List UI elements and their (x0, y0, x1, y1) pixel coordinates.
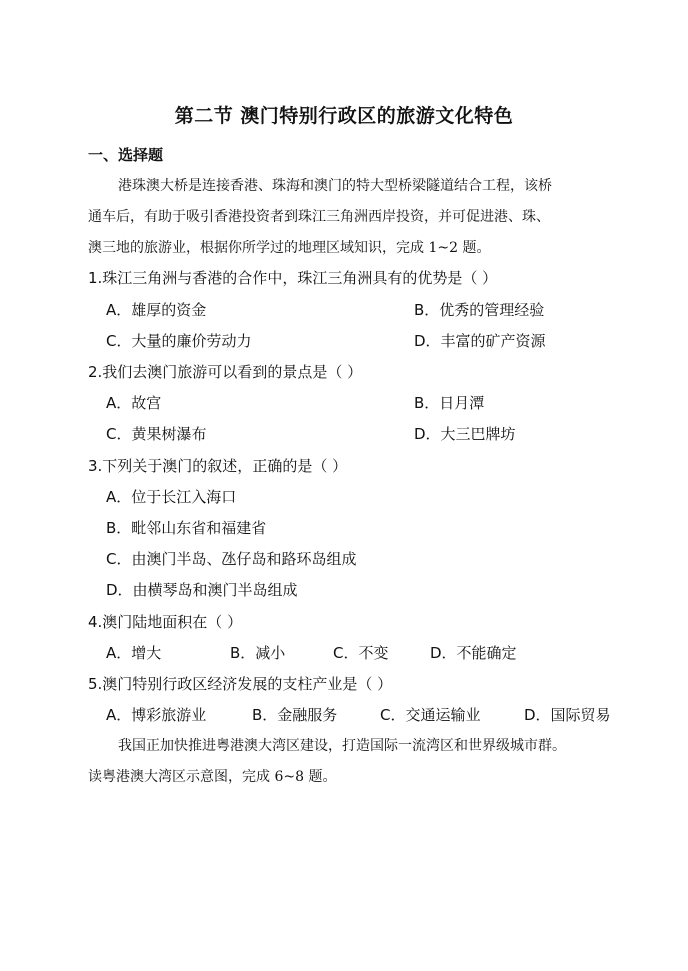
question-5-option-a: A．博彩旅游业 (106, 706, 207, 724)
question-5-option-d: D．国际贸易 (524, 706, 611, 724)
question-2-option-a: A．故宫 (106, 394, 162, 412)
question-2-option-b: B．日月潭 (414, 394, 485, 412)
section-heading: 一、选择题 (88, 146, 164, 164)
page-title: 第二节 澳门特别行政区的旅游文化特色 (174, 105, 514, 127)
question-1-option-b: B．优秀的管理经验 (414, 301, 545, 319)
intro-line-2: 通车后，有助于吸引香港投资者到珠江三角洲西岸投资，并可促进港、珠、 (88, 209, 550, 225)
question-4-option-c: C．不变 (333, 644, 389, 662)
intro-line-3: 澳三地的旅游业，根据你所学过的地理区域知识，完成 1~2 题。 (88, 240, 491, 256)
intro-line-1: 港珠澳大桥是连接香港、珠海和澳门的特大型桥梁隧道结合工程，该桥 (118, 178, 552, 194)
question-2-option-c: C．黄果树瀑布 (106, 425, 207, 443)
question-1-stem: 1.珠江三角洲与香港的合作中，珠江三角洲具有的优势是（ ） (88, 269, 498, 287)
question-2-option-d: D．大三巴牌坊 (414, 425, 516, 443)
question-3-option-b: B．毗邻山东省和福建省 (106, 519, 267, 537)
question-4-option-b: B．减小 (230, 644, 286, 662)
question-3-option-d: D．由横琴岛和澳门半岛组成 (106, 581, 298, 599)
intro2-line-2: 读粤港澳大湾区示意图，完成 6~8 题。 (88, 769, 337, 785)
question-4-stem: 4.澳门陆地面积在（ ） (88, 613, 243, 631)
question-3-option-c: C．由澳门半岛、氹仔岛和路环岛组成 (106, 550, 357, 568)
intro2-line-1: 我国正加快推进粤港澳大湾区建设，打造国际一流湾区和世界级城市群。 (118, 738, 566, 754)
question-1-option-a: A．雄厚的资金 (106, 301, 207, 319)
question-2-stem: 2.我们去澳门旅游可以看到的景点是（ ） (88, 363, 363, 381)
question-1-option-d: D．丰富的矿产资源 (414, 332, 546, 350)
question-4-option-a: A．增大 (106, 644, 162, 662)
question-5-option-b: B．金融服务 (252, 706, 338, 724)
question-4-option-d: D．不能确定 (430, 644, 517, 662)
question-3-option-a: A．位于长江入海口 (106, 488, 237, 506)
question-3-stem: 3.下列关于澳门的叙述，正确的是（ ） (88, 457, 348, 475)
question-5-option-c: C．交通运输业 (380, 706, 481, 724)
question-1-option-c: C．大量的廉价劳动力 (106, 332, 252, 350)
question-5-stem: 5.澳门特别行政区经济发展的支柱产业是（ ） (88, 675, 393, 693)
